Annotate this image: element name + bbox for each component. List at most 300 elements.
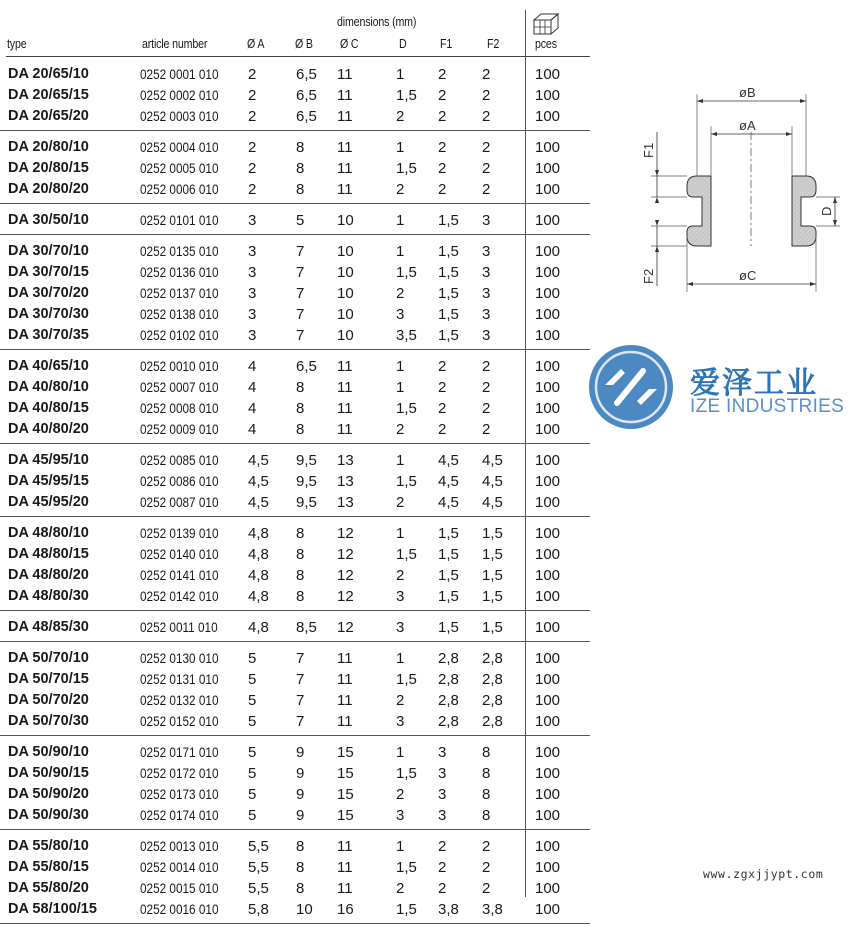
d-cell: 2 xyxy=(396,421,405,438)
f1-cell: 2 xyxy=(438,838,447,855)
type-cell: DA 30/70/30 xyxy=(8,306,89,322)
dia-c-cell: 10 xyxy=(337,212,354,229)
dia-b-cell: 8 xyxy=(296,880,305,897)
f1-cell: 2,8 xyxy=(438,650,459,667)
type-cell: DA 30/70/15 xyxy=(8,264,89,280)
article-number-cell: 0252 0101 010 xyxy=(140,212,219,228)
table-group xyxy=(0,64,590,131)
article-number-cell: 0252 0008 010 xyxy=(140,400,219,416)
table-row xyxy=(0,711,590,732)
f2-cell: 2 xyxy=(482,859,491,876)
f1-cell: 1,5 xyxy=(438,285,459,302)
table-row xyxy=(0,899,590,920)
article-number-cell: 0252 0016 010 xyxy=(140,901,219,917)
article-number-cell: 0252 0130 010 xyxy=(140,650,219,666)
dia-b-cell: 10 xyxy=(296,901,313,918)
dia-c-cell: 16 xyxy=(337,901,354,918)
dia-a-cell: 4 xyxy=(248,379,257,396)
type-cell: DA 20/80/10 xyxy=(8,139,89,155)
pieces-cell: 100 xyxy=(535,264,561,281)
d-cell: 1,5 xyxy=(396,671,417,688)
dia-a-cell: 4 xyxy=(248,358,257,375)
table-row xyxy=(0,523,590,544)
type-cell: DA 48/80/10 xyxy=(8,525,89,541)
type-cell: DA 45/95/15 xyxy=(8,473,89,489)
table-row xyxy=(0,492,590,513)
table-row xyxy=(0,262,590,283)
dia-a-cell: 4,5 xyxy=(248,473,269,490)
d-cell: 2 xyxy=(396,880,405,897)
d-cell: 2 xyxy=(396,786,405,803)
dia-c-cell: 12 xyxy=(337,588,354,605)
dia-a-cell: 2 xyxy=(248,139,257,156)
dia-c-cell: 13 xyxy=(337,494,354,511)
f2-cell: 1,5 xyxy=(482,546,503,563)
table-row xyxy=(0,805,590,826)
d-cell: 1 xyxy=(396,66,405,83)
d-cell: 2 xyxy=(396,108,405,125)
dia-b-cell: 8 xyxy=(296,859,305,876)
dia-b-cell: 9,5 xyxy=(296,494,317,511)
f2-cell: 4,5 xyxy=(482,494,503,511)
dia-b-cell: 8 xyxy=(296,567,305,584)
pieces-cell: 100 xyxy=(535,400,561,417)
f2-cell: 2 xyxy=(482,108,491,125)
d-cell: 2 xyxy=(396,692,405,709)
f1-label: F1 xyxy=(641,142,656,158)
d-cell: 1 xyxy=(396,525,405,542)
f2-column-header: F2 xyxy=(487,36,500,51)
dia-b-cell: 8 xyxy=(296,421,305,438)
dia-b-cell: 6,5 xyxy=(296,66,317,83)
pieces-cell: 100 xyxy=(535,358,561,375)
f1-cell: 2 xyxy=(438,379,447,396)
article-number-cell: 0252 0140 010 xyxy=(140,546,219,562)
f2-cell: 3 xyxy=(482,212,491,229)
article-number-cell: 0252 0006 010 xyxy=(140,181,219,197)
f2-cell: 2 xyxy=(482,838,491,855)
dia-a-cell: 3 xyxy=(248,264,257,281)
article-number-cell: 0252 0004 010 xyxy=(140,139,219,155)
f2-cell: 2 xyxy=(482,160,491,177)
table-group xyxy=(0,137,590,204)
article-number-cell: 0252 0172 010 xyxy=(140,765,219,781)
dia-c-cell: 13 xyxy=(337,473,354,490)
table-row xyxy=(0,450,590,471)
dimensions-header: dimensions (mm) xyxy=(337,14,417,29)
f1-column-header: F1 xyxy=(440,36,453,51)
f1-cell: 2 xyxy=(438,181,447,198)
dia-a-cell: 3 xyxy=(248,243,257,260)
dia-c-cell: 11 xyxy=(337,671,353,688)
f1-cell: 4,5 xyxy=(438,452,459,469)
pieces-cell: 100 xyxy=(535,765,561,782)
d-cell: 2 xyxy=(396,285,405,302)
dia-b-cell: 7 xyxy=(296,713,305,730)
article-number-cell: 0252 0173 010 xyxy=(140,786,219,802)
website-url: www.zgxjjypt.com xyxy=(703,867,824,881)
pieces-cell: 100 xyxy=(535,807,561,824)
dia-c-cell: 11 xyxy=(337,181,353,198)
article-number-cell: 0252 0087 010 xyxy=(140,494,219,510)
d-cell: 3 xyxy=(396,306,405,323)
pieces-cell: 100 xyxy=(535,692,561,709)
dia-b-cell: 7 xyxy=(296,306,305,323)
d-cell: 1,5 xyxy=(396,859,417,876)
f1-cell: 2 xyxy=(438,358,447,375)
pieces-cell: 100 xyxy=(535,859,561,876)
dia-a-cell: 2 xyxy=(248,181,257,198)
dia-a-cell: 4,8 xyxy=(248,546,269,563)
f1-cell: 2 xyxy=(438,421,447,438)
d-cell: 2 xyxy=(396,567,405,584)
type-cell: DA 20/80/15 xyxy=(8,160,89,176)
pieces-cell: 100 xyxy=(535,285,561,302)
f2-cell: 2 xyxy=(482,358,491,375)
f2-cell: 2 xyxy=(482,139,491,156)
pieces-cell: 100 xyxy=(535,212,561,229)
d-cell: 1,5 xyxy=(396,765,417,782)
f2-cell: 1,5 xyxy=(482,619,503,636)
type-column-header: type xyxy=(7,36,27,51)
f2-cell: 2,8 xyxy=(482,671,503,688)
table-row xyxy=(0,617,590,638)
f2-cell: 2 xyxy=(482,87,491,104)
d-cell: 1,5 xyxy=(396,473,417,490)
type-cell: DA 48/80/20 xyxy=(8,567,89,583)
dia-c-cell: 11 xyxy=(337,859,353,876)
f1-cell: 2,8 xyxy=(438,692,459,709)
dia-b-cell: 8 xyxy=(296,379,305,396)
pieces-cell: 100 xyxy=(535,494,561,511)
brand-name-english: IZE INDUSTRIES xyxy=(690,396,845,417)
d-cell: 1,5 xyxy=(396,546,417,563)
dia-b-cell: 6,5 xyxy=(296,358,317,375)
f1-cell: 1,5 xyxy=(438,264,459,281)
dia-c-cell: 11 xyxy=(337,87,353,104)
d-cell: 3 xyxy=(396,713,405,730)
dia-a-cell: 4,8 xyxy=(248,619,269,636)
f1-cell: 2 xyxy=(438,87,447,104)
dia-a-cell: 5 xyxy=(248,765,257,782)
dia-c-cell: 15 xyxy=(337,765,354,782)
f1-cell: 2 xyxy=(438,139,447,156)
type-cell: DA 50/70/15 xyxy=(8,671,89,687)
table-group xyxy=(0,742,590,830)
dia-c-cell: 11 xyxy=(337,108,353,125)
d-cell: 1 xyxy=(396,650,405,667)
table-group xyxy=(0,617,590,642)
d-cell: 3 xyxy=(396,807,405,824)
dia-a-cell: 5 xyxy=(248,744,257,761)
table-group xyxy=(0,450,590,517)
dia-b-cell: 9,5 xyxy=(296,452,317,469)
table-row xyxy=(0,857,590,878)
dia-a-cell: 5,5 xyxy=(248,838,269,855)
d-cell: 1 xyxy=(396,379,405,396)
d-cell: 1 xyxy=(396,243,405,260)
table-row xyxy=(0,158,590,179)
article-number-cell: 0252 0142 010 xyxy=(140,588,219,604)
dia-b-cell: 8 xyxy=(296,181,305,198)
table-group xyxy=(0,210,590,235)
type-cell: DA 45/95/10 xyxy=(8,452,89,468)
article-number-cell: 0252 0009 010 xyxy=(140,421,219,437)
table-row xyxy=(0,669,590,690)
type-cell: DA 50/90/20 xyxy=(8,786,89,802)
dia-b-cell: 5 xyxy=(296,212,305,229)
f2-cell: 4,5 xyxy=(482,452,503,469)
f2-cell: 3,8 xyxy=(482,901,503,918)
pieces-cell: 100 xyxy=(535,379,561,396)
f2-cell: 2,8 xyxy=(482,650,503,667)
dia-a-cell: 5,5 xyxy=(248,859,269,876)
f2-cell: 8 xyxy=(482,786,491,803)
dia-b-cell: 7 xyxy=(296,327,305,344)
table-row xyxy=(0,742,590,763)
table-row xyxy=(0,878,590,899)
dia-a-label: øA xyxy=(739,118,756,133)
f1-cell: 3 xyxy=(438,807,447,824)
type-cell: DA 48/80/30 xyxy=(8,588,89,604)
dia-c-cell: 15 xyxy=(337,786,354,803)
dia-b-column-header: Ø B xyxy=(295,36,313,51)
f1-cell: 1,5 xyxy=(438,306,459,323)
pieces-cell: 100 xyxy=(535,901,561,918)
type-cell: DA 40/65/10 xyxy=(8,358,89,374)
d-cell: 1,5 xyxy=(396,160,417,177)
dia-c-cell: 12 xyxy=(337,567,354,584)
dia-b-cell: 8 xyxy=(296,160,305,177)
type-cell: DA 55/80/20 xyxy=(8,880,89,896)
article-number-column-header: article number xyxy=(142,36,208,51)
article-number-cell: 0252 0152 010 xyxy=(140,713,219,729)
pieces-cell: 100 xyxy=(535,108,561,125)
grommet-right-section xyxy=(792,176,816,246)
dia-a-cell: 5 xyxy=(248,713,257,730)
dia-c-cell: 11 xyxy=(337,880,353,897)
dia-c-label: øC xyxy=(739,268,757,283)
table-row xyxy=(0,64,590,85)
type-cell: DA 55/80/10 xyxy=(8,838,89,854)
dia-b-cell: 6,5 xyxy=(296,87,317,104)
dia-b-cell: 7 xyxy=(296,285,305,302)
type-cell: DA 55/80/15 xyxy=(8,859,89,875)
pieces-cell: 100 xyxy=(535,181,561,198)
d-cell: 1 xyxy=(396,139,405,156)
dia-a-cell: 4 xyxy=(248,421,257,438)
article-number-cell: 0252 0137 010 xyxy=(140,285,219,301)
dia-a-cell: 2 xyxy=(248,108,257,125)
dia-b-cell: 8 xyxy=(296,525,305,542)
f2-cell: 3 xyxy=(482,285,491,302)
f2-cell: 4,5 xyxy=(482,473,503,490)
f1-cell: 1,5 xyxy=(438,327,459,344)
table-group xyxy=(0,648,590,736)
type-cell: DA 50/90/30 xyxy=(8,807,89,823)
dia-c-cell: 15 xyxy=(337,744,354,761)
dia-a-cell: 2 xyxy=(248,66,257,83)
article-number-cell: 0252 0131 010 xyxy=(140,671,219,687)
f1-cell: 1,5 xyxy=(438,243,459,260)
f1-cell: 1,5 xyxy=(438,567,459,584)
f1-cell: 2 xyxy=(438,160,447,177)
dia-b-cell: 8 xyxy=(296,588,305,605)
table-row xyxy=(0,377,590,398)
f2-cell: 3 xyxy=(482,264,491,281)
dia-c-cell: 11 xyxy=(337,66,353,83)
type-cell: DA 48/80/15 xyxy=(8,546,89,562)
pieces-cell: 100 xyxy=(535,421,561,438)
f2-cell: 3 xyxy=(482,243,491,260)
f1-cell: 2 xyxy=(438,859,447,876)
dia-c-cell: 11 xyxy=(337,713,353,730)
type-cell: DA 30/70/20 xyxy=(8,285,89,301)
f1-cell: 2,8 xyxy=(438,713,459,730)
ize-logo-icon xyxy=(587,343,675,431)
dia-a-cell: 2 xyxy=(248,160,257,177)
f1-cell: 3,8 xyxy=(438,901,459,918)
dia-b-cell: 7 xyxy=(296,692,305,709)
dia-a-cell: 5 xyxy=(248,692,257,709)
dia-b-cell: 9 xyxy=(296,765,305,782)
pieces-cell: 100 xyxy=(535,744,561,761)
dia-a-cell: 2 xyxy=(248,87,257,104)
dia-a-cell: 4,5 xyxy=(248,452,269,469)
dia-c-column-header: Ø C xyxy=(340,36,359,51)
table-row xyxy=(0,690,590,711)
table-group xyxy=(0,241,590,350)
dia-b-cell: 9 xyxy=(296,744,305,761)
pieces-cell: 100 xyxy=(535,838,561,855)
type-cell: DA 40/80/20 xyxy=(8,421,89,437)
dia-b-cell: 9 xyxy=(296,786,305,803)
d-cell: 2 xyxy=(396,181,405,198)
f1-cell: 4,5 xyxy=(438,494,459,511)
dia-b-cell: 8 xyxy=(296,838,305,855)
dia-a-cell: 3 xyxy=(248,327,257,344)
type-cell: DA 58/100/15 xyxy=(8,901,97,917)
pieces-cell: 100 xyxy=(535,473,561,490)
table-row xyxy=(0,586,590,607)
dia-c-cell: 10 xyxy=(337,327,354,344)
d-cell: 1,5 xyxy=(396,264,417,281)
pieces-cell: 100 xyxy=(535,66,561,83)
f1-cell: 2,8 xyxy=(438,671,459,688)
type-cell: DA 20/65/10 xyxy=(8,66,89,82)
dia-a-cell: 5 xyxy=(248,786,257,803)
d-cell: 1 xyxy=(396,452,405,469)
f1-cell: 1,5 xyxy=(438,212,459,229)
article-number-cell: 0252 0171 010 xyxy=(140,744,219,760)
dia-a-cell: 5 xyxy=(248,807,257,824)
dia-a-cell: 5 xyxy=(248,650,257,667)
article-number-cell: 0252 0001 010 xyxy=(140,66,219,82)
dia-a-cell: 4,8 xyxy=(248,567,269,584)
type-cell: DA 30/50/10 xyxy=(8,212,89,228)
dia-b-cell: 8 xyxy=(296,546,305,563)
type-cell: DA 30/70/35 xyxy=(8,327,89,343)
table-row xyxy=(0,471,590,492)
type-cell: DA 40/80/15 xyxy=(8,400,89,416)
f2-cell: 8 xyxy=(482,765,491,782)
f1-cell: 4,5 xyxy=(438,473,459,490)
dia-a-column-header: Ø A xyxy=(247,36,265,51)
f1-cell: 1,5 xyxy=(438,525,459,542)
f2-cell: 2,8 xyxy=(482,713,503,730)
article-number-cell: 0252 0013 010 xyxy=(140,838,219,854)
product-table xyxy=(0,64,590,930)
d-cell: 1,5 xyxy=(396,87,417,104)
f2-cell: 8 xyxy=(482,807,491,824)
dia-b-cell: 7 xyxy=(296,264,305,281)
pieces-cell: 100 xyxy=(535,306,561,323)
pieces-cell: 100 xyxy=(535,139,561,156)
d-cell: 3 xyxy=(396,588,405,605)
f2-cell: 1,5 xyxy=(482,588,503,605)
type-cell: DA 50/90/15 xyxy=(8,765,89,781)
table-row xyxy=(0,398,590,419)
dia-b-cell: 9 xyxy=(296,807,305,824)
table-row xyxy=(0,325,590,346)
article-number-cell: 0252 0011 010 xyxy=(140,619,218,635)
dia-c-cell: 10 xyxy=(337,285,354,302)
f1-cell: 3 xyxy=(438,786,447,803)
pieces-cell: 100 xyxy=(535,160,561,177)
d-cell: 2 xyxy=(396,494,405,511)
dia-b-label: øB xyxy=(739,85,756,100)
pieces-cell: 100 xyxy=(535,619,561,636)
table-group xyxy=(0,356,590,444)
f2-cell: 2 xyxy=(482,181,491,198)
type-cell: DA 20/65/15 xyxy=(8,87,89,103)
table-row xyxy=(0,648,590,669)
table-group xyxy=(0,836,590,924)
table-row xyxy=(0,565,590,586)
dia-c-cell: 12 xyxy=(337,546,354,563)
dia-a-cell: 4,8 xyxy=(248,525,269,542)
f1-cell: 3 xyxy=(438,765,447,782)
table-row xyxy=(0,763,590,784)
brand-name-chinese: 爱泽工业 xyxy=(690,366,818,401)
type-cell: DA 40/80/10 xyxy=(8,379,89,395)
dia-b-cell: 9,5 xyxy=(296,473,317,490)
table-row xyxy=(0,210,590,231)
article-number-cell: 0252 0141 010 xyxy=(140,567,219,583)
d-cell: 1 xyxy=(396,358,405,375)
dia-c-cell: 10 xyxy=(337,306,354,323)
article-number-cell: 0252 0003 010 xyxy=(140,108,219,124)
table-row xyxy=(0,106,590,127)
pieces-cell: 100 xyxy=(535,880,561,897)
f1-cell: 2 xyxy=(438,400,447,417)
dia-a-cell: 3 xyxy=(248,285,257,302)
article-number-cell: 0252 0010 010 xyxy=(140,358,219,374)
f2-cell: 2 xyxy=(482,880,491,897)
f2-cell: 2 xyxy=(482,66,491,83)
f1-cell: 2 xyxy=(438,108,447,125)
pieces-column-header: pces xyxy=(535,36,557,51)
dia-b-cell: 7 xyxy=(296,650,305,667)
d-column-header: D xyxy=(399,36,407,51)
type-cell: DA 50/90/10 xyxy=(8,744,89,760)
pieces-cell: 100 xyxy=(535,713,561,730)
type-cell: DA 50/70/20 xyxy=(8,692,89,708)
article-number-cell: 0252 0085 010 xyxy=(140,452,219,468)
dia-c-cell: 13 xyxy=(337,452,354,469)
dia-c-cell: 12 xyxy=(337,525,354,542)
pieces-cell: 100 xyxy=(535,327,561,344)
